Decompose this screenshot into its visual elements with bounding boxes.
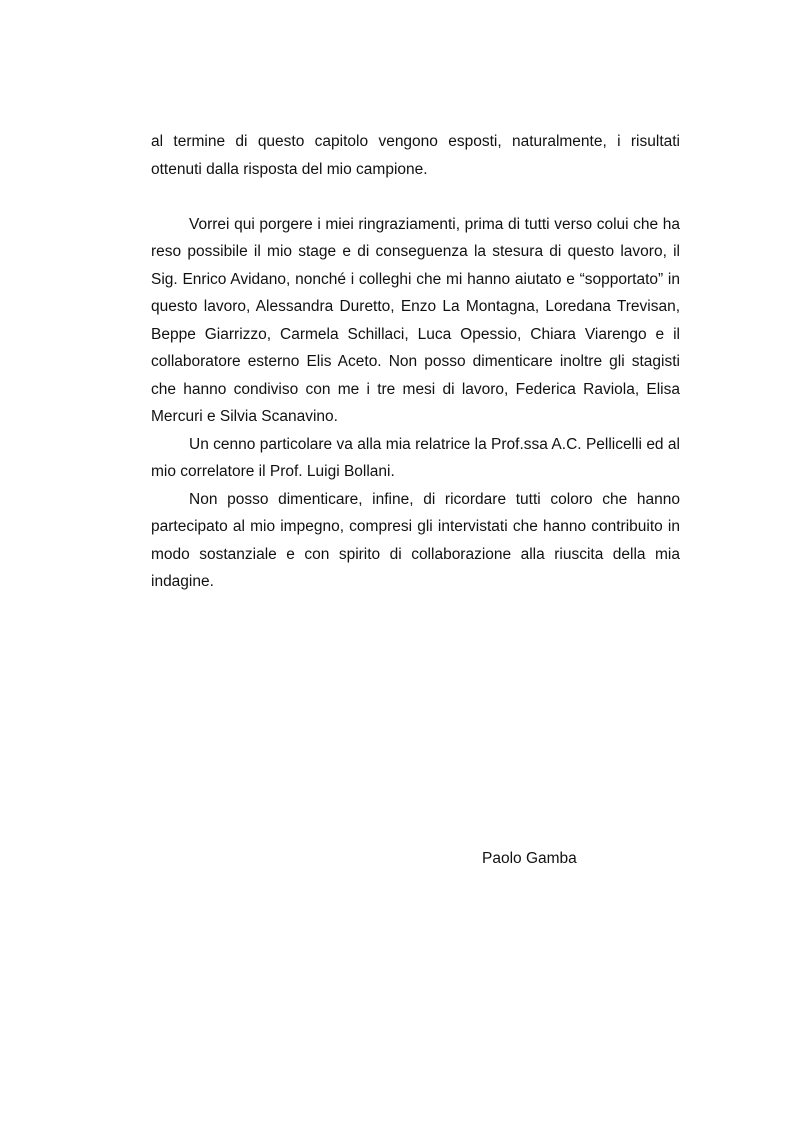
author-signature: Paolo Gamba — [482, 850, 577, 867]
body-text — [151, 128, 680, 596]
paragraph-participants: Non posso dimenticare, infine, di ricordare tutti coloro che hanno partecipato al mio impegno, compresi gli intervistati che hanno contribuito in modo sostanziale e con spirito di collaborazione alla riuscita della mia indagine. — [151, 490, 680, 590]
paragraph-chapter-results: al termine di questo capitolo vengono esposti, naturalmente, i risultati ottenuti dalla risposta del mio campione. — [151, 133, 680, 178]
paragraph-supervisors: Un cenno particolare va alla mia relatrice la Prof.ssa A.C. Pellicelli ed al mio correlatore il Prof. Luigi Bollani. — [151, 435, 680, 480]
paragraph-acknowledgements: Vorrei qui porgere i miei ringraziamenti, prima di tutti verso colui che ha reso possibile il mio stage e di conseguenza la stesura di questo lavoro, il Sig. Enrico Avidano, nonché i colleghi che mi hanno aiutato e “sopportato” in questo lavoro, Alessandra Duretto, Enzo La Montagna, Loredana Trevisan, Beppe Giarrizzo, Carmela Schillaci, Luca Opessio, Chiara Viarengo e il collaboratore esterno Elis Aceto. Non posso dimenticare inoltre gli stagisti che hanno condiviso con me i tre mesi di lavoro, Federica Raviola, Elisa Mercuri e Silvia Scanavino. — [151, 215, 680, 425]
